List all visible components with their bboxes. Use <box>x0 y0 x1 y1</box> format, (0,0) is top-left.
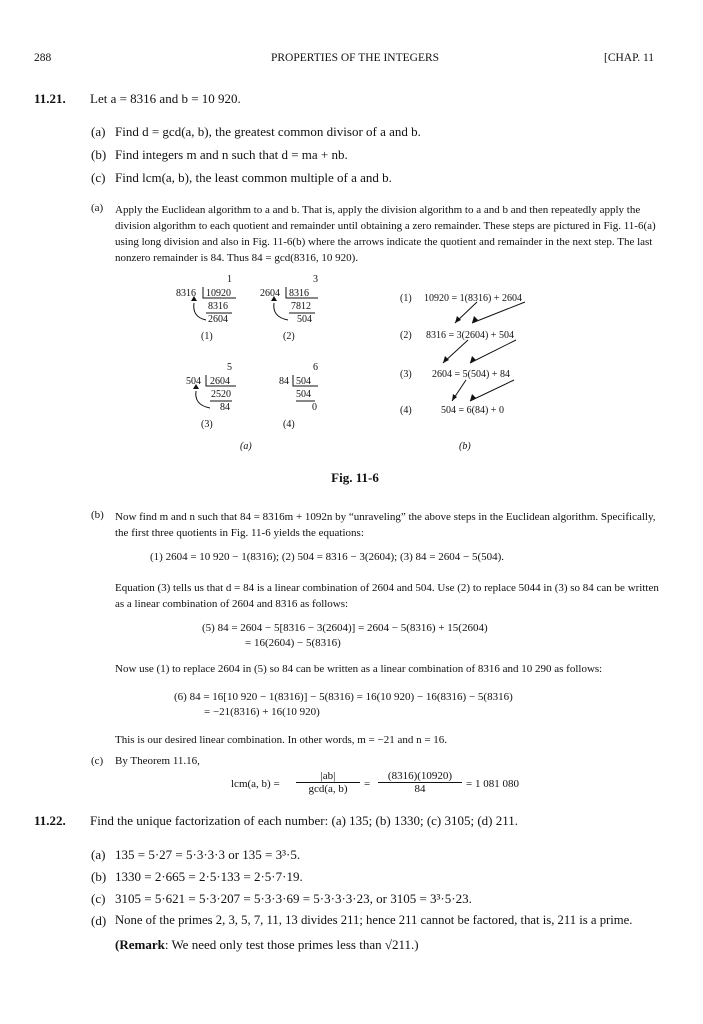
part-text-c: Find lcm(a, b), the least common multiple of a and b. <box>115 170 392 185</box>
answer-label-b: (b) <box>91 869 107 884</box>
division-2-remainder: 504 <box>297 314 312 325</box>
division-3-dividend: 2604 <box>210 376 230 387</box>
part-label-c: (c) <box>91 170 106 185</box>
division-4-product: 504 <box>296 389 311 400</box>
solution-label-c: (c) <box>91 755 104 767</box>
division-2-divisor: 2604 <box>260 288 280 299</box>
division-1-product: 8316 <box>208 301 228 312</box>
answer-text-c: 3105 = 5·621 = 5·3·207 = 5·3·3·69 = 5·3·3·3·23, or 3105 = 3³·5·23. <box>115 891 472 906</box>
equation-step-2: (2) <box>400 330 412 341</box>
equation-3: 2604 = 5(504) + 84 <box>432 369 510 380</box>
part-label-a: (a) <box>91 124 106 139</box>
equation-3-explanation: Equation (3) tells us that d = 84 is a linear combination of 2604 and 504. Use (2) to replace 5044 in (3) so 84 can be written as a linear combination of 2604 and 8316 as follows: <box>115 582 659 610</box>
answer-label-c: (c) <box>91 891 106 906</box>
division-4-step: (4) <box>283 419 295 430</box>
subfigure-label-a: (a) <box>240 441 252 452</box>
problem-statement-11-21: Let a = 8316 and b = 10 920. <box>90 91 241 106</box>
division-2-dividend: 8316 <box>289 288 309 299</box>
answer-text-d: None of the primes 2, 3, 5, 7, 11, 13 divides 211; hence 211 cannot be factored, that is, 211 is a prime. <box>115 913 633 927</box>
lcm-fraction-2 <box>378 770 462 795</box>
division-3-remainder: 84 <box>220 402 230 413</box>
equation-step-4: (4) <box>400 405 412 416</box>
lcm-denominator-1: gcd(a, b) <box>308 783 348 795</box>
part-text-b: Find integers m and n such that d = ma + nb. <box>115 147 348 162</box>
lcm-lhs: lcm(a, b) = <box>231 778 280 790</box>
equation-step-1: (1) <box>400 293 412 304</box>
use-equation-1-text: Now use (1) to replace 2604 in (5) so 84 can be written as a linear combination of 8316 and 10 290 as follows: <box>115 663 603 675</box>
remark-label: (Remark <box>115 937 165 952</box>
division-3-step: (3) <box>201 419 213 430</box>
problem-statement-11-22: Find the unique factorization of each number: (a) 135; (b) 1330; (c) 3105; (d) 211. <box>90 813 519 828</box>
problem-number-11-22: 11.22. <box>34 813 66 828</box>
equation-1: 10920 = 1(8316) + 2604 <box>424 293 522 304</box>
part-text-a: Find d = gcd(a, b), the greatest common divisor of a and b. <box>115 124 421 139</box>
division-4-remainder: 0 <box>312 402 317 413</box>
division-1-quotient: 1 <box>227 274 232 285</box>
answer-label-d: (d) <box>91 913 107 928</box>
division-1-remainder: 2604 <box>208 314 228 325</box>
equation-2: 8316 = 3(2604) + 504 <box>426 330 514 341</box>
equation-5-line-1: (5) 84 = 2604 − 5[8316 − 3(2604)] = 2604 − 5(8316) + 15(2604) <box>202 622 488 634</box>
subfigure-label-b: (b) <box>459 441 471 452</box>
solution-text-b: Now find m and n such that 84 = 8316m + 1092n by “unraveling” the above steps in the Euclidean algorithm. Specifically, the first three quotients in Fig. 11-6 yields the equations: <box>115 511 656 539</box>
problem-number-11-21: 11.21. <box>34 91 66 106</box>
lcm-numerator-2: (8316)(10920) <box>387 770 453 782</box>
lcm-numerator-1: |ab| <box>320 770 336 782</box>
running-title: PROPERTIES OF THE INTEGERS <box>270 52 440 64</box>
equation-6-line-2: = −21(8316) + 16(10 920) <box>204 706 320 718</box>
equation-step-3: (3) <box>400 369 412 380</box>
lcm-equals: = <box>364 778 371 790</box>
lcm-result: = 1 081 080 <box>466 778 519 790</box>
division-1-divisor: 8316 <box>176 288 196 299</box>
page-number: 288 <box>34 52 52 64</box>
chapter-label: [CHAP. 11 <box>604 52 655 64</box>
equation-5-line-2: = 16(2604) − 5(8316) <box>245 637 341 649</box>
division-2-step: (2) <box>283 331 295 342</box>
division-1-dividend: 10920 <box>206 288 231 299</box>
division-4-divisor: 84 <box>279 376 289 387</box>
answer-text-a: 135 = 5·27 = 5·3·3·3 or 135 = 3³·5. <box>115 847 301 862</box>
solution-label-a: (a) <box>91 202 104 214</box>
lcm-denominator-2: 84 <box>414 783 426 795</box>
solution-text-a: Apply the Euclidean algorithm to a and b. That is, apply the division algorithm to a and b and then repeatedly apply the division algorithm to each quotient and remainder until obtaining a zero remainder. These steps are pictured in Fig. 11-6(a) using long division and also in Fig. 11-6(b) where the arrows indicate the quotient and remainder in the next step. The last nonzero remainder is 84. Thus 84 = gcd(8316, 10 920). <box>115 204 656 264</box>
figure-caption: Fig. 11-6 <box>331 470 379 485</box>
solution-label-b: (b) <box>91 509 104 521</box>
answer-text-b: 1330 = 2·665 = 2·5·133 = 2·5·7·19. <box>115 869 303 884</box>
division-2-product: 7812 <box>291 301 311 312</box>
division-3-product: 2520 <box>211 389 231 400</box>
division-3-quotient: 5 <box>227 362 232 373</box>
lcm-fraction-1 <box>296 770 360 795</box>
remark-text: : We need only test those primes less than √211.) <box>164 937 419 952</box>
remark <box>115 937 419 953</box>
equation-6-line-1: (6) 84 = 16[10 920 − 1(8316)] − 5(8316) = 16(10 920) − 16(8316) − 5(8316) <box>174 691 513 703</box>
part-label-b: (b) <box>91 147 107 162</box>
division-1-step: (1) <box>201 331 213 342</box>
division-3-divisor: 504 <box>186 376 201 387</box>
division-4-dividend: 504 <box>296 376 311 387</box>
equations-1-2-3: (1) 2604 = 10 920 − 1(8316); (2) 504 = 8316 − 3(2604); (3) 84 = 2604 − 5(504). <box>150 551 505 563</box>
division-2-quotient: 3 <box>313 274 318 285</box>
answer-label-a: (a) <box>91 847 106 862</box>
desired-combination-text: This is our desired linear combination. In other words, m = −21 and n = 16. <box>115 734 448 746</box>
equation-4: 504 = 6(84) + 0 <box>441 405 504 416</box>
solution-text-c: By Theorem 11.16, <box>115 755 200 767</box>
division-4-quotient: 6 <box>313 362 318 373</box>
